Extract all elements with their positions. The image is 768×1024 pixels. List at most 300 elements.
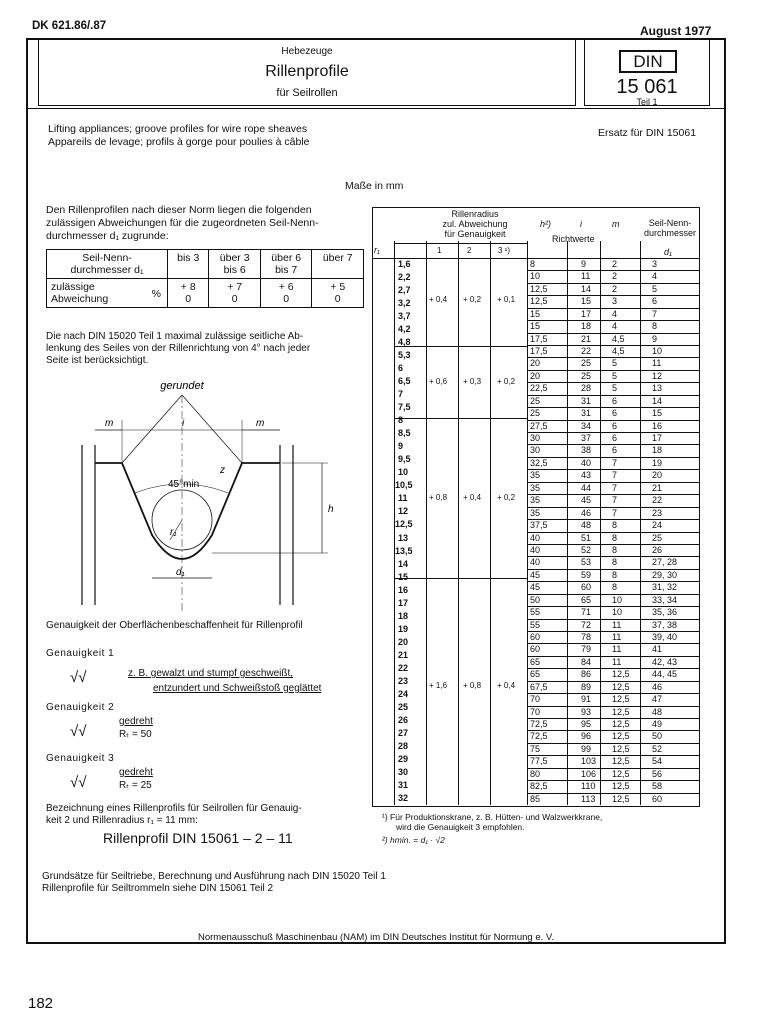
h-cell: 65 <box>530 656 541 667</box>
i-cell: 21 <box>581 333 592 344</box>
i-cell: 22 <box>581 346 592 357</box>
d1-cell: 50 <box>652 731 663 742</box>
h-cell: 70 <box>530 694 541 705</box>
surface-heading: Genauigkeit der Oberflächenbeschaffenheit für Rillenprofil <box>46 620 303 631</box>
deviation-value: + 5 0 <box>312 279 364 308</box>
h-cell: 70 <box>530 706 541 717</box>
i-cell: 51 <box>581 532 592 543</box>
header-accuracy-1: 1 <box>437 246 442 255</box>
header-r1: r₁ <box>374 245 380 255</box>
r1-cell: 31 <box>398 779 409 790</box>
m-cell: 12,5 <box>612 681 630 692</box>
dk-classification: DK 621.86/.87 <box>32 20 107 32</box>
footnote-2: ²) hmin. = d₁ · √2 <box>382 835 445 845</box>
h-cell: 50 <box>530 594 541 605</box>
header-m: m <box>612 219 620 229</box>
d1-cell: 4 <box>652 271 658 282</box>
r1-cell: 6,5 <box>398 376 411 387</box>
accuracy-1-text-2: entzundert und Schweißstoß geglättet <box>153 683 322 694</box>
r1-cell: 24 <box>398 688 409 699</box>
accuracy-group-line <box>394 418 527 419</box>
i-cell: 31 <box>581 408 592 419</box>
r1-cell: 7,5 <box>398 402 411 413</box>
r1-cell: 3,7 <box>398 311 411 322</box>
deviation-value: + 6 0 <box>260 279 312 308</box>
m-cell: 2 <box>612 271 618 282</box>
m-cell: 12,5 <box>612 768 630 779</box>
i-cell: 72 <box>581 619 592 630</box>
table-header-line <box>394 243 527 244</box>
din-number: 15 061 <box>616 76 678 98</box>
d1-cell: 23 <box>652 507 663 518</box>
m-cell: 11 <box>612 656 622 667</box>
i-cell: 60 <box>581 582 592 593</box>
m-cell: 4 <box>612 321 618 332</box>
h-cell: 40 <box>530 557 541 568</box>
d1-cell: 6 <box>652 296 658 307</box>
r1-cell: 17 <box>398 597 409 608</box>
m-cell: 12,5 <box>612 669 630 680</box>
r1-cell: 25 <box>398 701 409 712</box>
col-header: über 7 <box>312 250 364 279</box>
h-cell: 37,5 <box>530 520 548 531</box>
d1-cell: 54 <box>652 756 663 767</box>
m-cell: 7 <box>612 495 618 506</box>
r1-cell: 8 <box>398 415 404 426</box>
i-cell: 9 <box>581 259 587 269</box>
h-cell: 82,5 <box>530 781 548 792</box>
r1-cell: 18 <box>398 610 409 621</box>
h-cell: 65 <box>530 669 541 680</box>
i-cell: 46 <box>581 507 592 518</box>
r1-cell: 6 <box>398 363 404 374</box>
i-cell: 59 <box>581 569 592 580</box>
m-cell: 11 <box>612 644 622 655</box>
r1-cell: 4,8 <box>398 337 411 348</box>
i-cell: 45 <box>581 495 592 506</box>
m-cell: 10 <box>612 607 623 618</box>
accuracy-value: + 0,8 <box>463 681 482 690</box>
i-cell: 52 <box>581 544 592 555</box>
d1-cell: 29, 30 <box>652 569 678 580</box>
h-cell: 55 <box>530 619 541 630</box>
i-cell: 84 <box>581 656 592 667</box>
r1-cell: 7 <box>398 389 404 400</box>
m-cell: 2 <box>612 283 618 294</box>
table-column-line <box>490 241 491 805</box>
header-accuracy-2: 2 <box>467 246 472 255</box>
r1-cell: 28 <box>398 740 409 751</box>
deviation-value: + 8 0 <box>168 279 209 308</box>
m-cell: 8 <box>612 544 618 555</box>
header-guide-values: Richtwerte <box>552 234 595 244</box>
d1-cell: 26 <box>652 544 663 555</box>
accuracy-value: + 0,4 <box>463 493 482 502</box>
accuracy-value: + 0,4 <box>429 295 448 304</box>
m-cell: 2 <box>612 259 618 269</box>
d1-cell: 12 <box>652 370 663 381</box>
d1-cell: 60 <box>652 793 663 804</box>
accuracy-1-label: Genauigkeit 1 <box>46 648 115 659</box>
m-cell: 8 <box>612 569 618 580</box>
deviation-note-2: lenkung des Seiles von der Rillenrichtung von 4° nach jeder <box>46 343 311 354</box>
row-label-deviation: zulässige Abweichung % <box>47 279 168 308</box>
table-column-line <box>640 241 641 805</box>
d1-cell: 20 <box>652 470 663 481</box>
i-cell: 44 <box>581 482 592 493</box>
m-cell: 8 <box>612 557 618 568</box>
r1-cell: 26 <box>398 714 409 725</box>
i-cell: 53 <box>581 557 592 568</box>
deviation-note-3: Seite ist berücksichtigt. <box>46 355 149 366</box>
designation-line-1: Bezeichnung eines Rillenprofils für Seilrollen für Genauig- <box>46 803 302 814</box>
header-h: h²) <box>540 219 551 229</box>
h-cell: 25 <box>530 395 541 406</box>
d1-cell: 27, 28 <box>652 557 678 568</box>
i-cell: 113 <box>581 793 596 804</box>
d1-cell: 9 <box>652 333 658 344</box>
h-cell: 32,5 <box>530 457 548 468</box>
r1-cell: 23 <box>398 675 409 686</box>
units-note: Maße in mm <box>345 180 404 192</box>
h-cell: 20 <box>530 370 541 381</box>
d1-cell: 48 <box>652 706 663 717</box>
i-cell: 106 <box>581 768 597 779</box>
r1-cell: 13,5 <box>395 545 413 556</box>
m-cell: 8 <box>612 532 618 543</box>
d1-cell: 8 <box>652 321 658 332</box>
r1-cell: 8,5 <box>398 428 411 439</box>
m-cell: 12,5 <box>612 731 630 742</box>
m-cell: 12,5 <box>612 793 630 804</box>
h-label: h <box>328 504 334 515</box>
r1-cell: 9,5 <box>398 454 411 465</box>
intro-line-2: zulässigen Abweichungen für die zugeordneten Seil-Nenn- <box>46 217 319 229</box>
m-cell: 6 <box>612 408 618 419</box>
i-cell: 103 <box>581 756 597 767</box>
i-cell: 31 <box>581 395 592 406</box>
surface-symbol-2: √√ <box>70 723 87 740</box>
percent-unit: % <box>151 288 161 300</box>
r1-cell: 4,2 <box>398 324 411 335</box>
m-cell: 4,5 <box>612 333 625 344</box>
h-cell: 77,5 <box>530 756 548 767</box>
i-cell: 48 <box>581 520 592 531</box>
accuracy-3-text-2: Rₜ = 25 <box>119 780 152 791</box>
h-cell: 67,5 <box>530 681 548 692</box>
accuracy-2-text-2: Rₜ = 50 <box>119 729 152 740</box>
h-cell: 35 <box>530 495 541 506</box>
m-cell: 11 <box>612 631 622 642</box>
d1-cell: 31, 32 <box>652 582 678 593</box>
h-cell: 27,5 <box>530 420 548 431</box>
i-cell: 110 <box>581 781 596 792</box>
h-cell: 20 <box>530 358 541 369</box>
rounded-label: gerundet <box>160 380 204 392</box>
h-cell: 40 <box>530 532 541 543</box>
m-cell: 5 <box>612 383 618 394</box>
i-cell: 25 <box>581 358 592 369</box>
h-cell: 30 <box>530 445 541 456</box>
d1-cell: 49 <box>652 718 663 729</box>
r1-cell: 29 <box>398 753 409 764</box>
r1-cell: 3,2 <box>398 298 411 309</box>
i-cell: 25 <box>581 370 592 381</box>
committee-note: Normenausschuß Maschinenbau (NAM) im DIN Deutsches Institut für Normung e. V. <box>197 932 555 943</box>
m-cell: 8 <box>612 582 618 593</box>
accuracy-group-line <box>394 346 527 347</box>
document-title: Rillenprofile <box>265 63 349 80</box>
r1-cell: 22 <box>398 662 409 673</box>
accuracy-value: + 0,6 <box>429 377 448 386</box>
header-divider <box>28 108 724 109</box>
d1-cell: 56 <box>652 768 663 779</box>
r1-cell: 9 <box>398 441 404 452</box>
i-cell: 38 <box>581 445 592 456</box>
h-cell: 75 <box>530 743 541 754</box>
m-cell: 12,5 <box>612 718 630 729</box>
r1-cell: 19 <box>398 623 409 634</box>
i-cell: 96 <box>581 731 592 742</box>
accuracy-value: + 0,8 <box>429 493 448 502</box>
h-cell: 17,5 <box>530 333 548 344</box>
footer-line-1: Grundsätze für Seiltriebe, Berechnung und Ausführung nach DIN 15020 Teil 1 <box>42 871 386 882</box>
accuracy-value: + 1,6 <box>429 681 448 690</box>
r-label: r₁ <box>170 527 177 538</box>
r1-cell: 10 <box>398 467 409 478</box>
d1-cell: 47 <box>652 694 663 705</box>
col-header: bis 3 <box>168 250 209 279</box>
z-label: z <box>220 465 225 476</box>
m-left-label: m <box>105 418 114 429</box>
m-cell: 6 <box>612 420 618 431</box>
h-cell: 60 <box>530 644 541 655</box>
r1-cell: 12 <box>398 506 409 517</box>
i-cell: 79 <box>581 644 592 655</box>
m-cell: 4,5 <box>612 346 625 357</box>
accuracy-value: + 0,2 <box>463 295 482 304</box>
d1-cell: 16 <box>652 420 663 431</box>
m-cell: 6 <box>612 433 618 444</box>
footnote-1b: wird die Genauigkeit 3 empfohlen. <box>396 822 525 832</box>
accuracy-value: + 0,3 <box>463 377 482 386</box>
h-cell: 60 <box>530 631 541 642</box>
i-cell: 93 <box>581 706 592 717</box>
page-number: 182 <box>28 995 54 1012</box>
surface-symbol-3: √√ <box>70 774 87 791</box>
deviation-value: + 7 0 <box>209 279 261 308</box>
d1-cell: 39, 40 <box>652 631 678 642</box>
replaces-note: Ersatz für DIN 15061 <box>598 127 697 139</box>
i-cell: 40 <box>581 457 592 468</box>
r1-cell: 10,5 <box>395 480 413 491</box>
header-groove-radius: Rillenradius zul. Abweichung für Genauigkeit <box>442 209 508 239</box>
accuracy-value: + 0,4 <box>497 681 516 690</box>
intro-line-3: durchmesser d₁ zugrunde: <box>46 230 169 242</box>
i-cell: 89 <box>581 681 592 692</box>
m-cell: 5 <box>612 358 618 369</box>
category-label: Hebezeuge <box>281 46 333 57</box>
row-label-diameter: Seil-Nenn- durchmesser d₁ <box>47 250 168 279</box>
m-cell: 8 <box>612 520 618 531</box>
h-cell: 72,5 <box>530 718 548 729</box>
accuracy-1-text-1: z. B. gewalzt und stumpf geschweißt, <box>128 668 294 679</box>
i-cell: 43 <box>581 470 592 481</box>
m-cell: 10 <box>612 594 623 605</box>
table-column-line <box>458 241 459 805</box>
m-cell: 6 <box>612 395 618 406</box>
d1-cell: 44, 45 <box>652 669 678 680</box>
i-cell: 95 <box>581 718 592 729</box>
i-cell: 71 <box>581 607 592 618</box>
r1-cell: 11 <box>398 493 408 504</box>
m-cell: 7 <box>612 470 618 481</box>
i-label: i <box>182 418 185 429</box>
h-cell: 55 <box>530 607 541 618</box>
r1-cell: 12,5 <box>395 519 413 530</box>
d1-cell: 13 <box>652 383 663 394</box>
accuracy-3-text-1: gedreht <box>119 767 153 778</box>
d1-cell: 17 <box>652 433 663 444</box>
d1-cell: 33, 34 <box>652 594 678 605</box>
accuracy-2-label: Genauigkeit 2 <box>46 702 115 713</box>
accuracy-value: + 0,2 <box>497 493 516 502</box>
i-cell: 17 <box>581 308 592 319</box>
r1-cell: 16 <box>398 584 409 595</box>
r1-cell: 15 <box>398 571 409 582</box>
h-cell: 12,5 <box>530 283 548 294</box>
i-cell: 91 <box>581 694 592 705</box>
m-right-label: m <box>256 418 265 429</box>
r1-cell: 2,7 <box>398 285 411 296</box>
d1-cell: 15 <box>652 408 663 419</box>
h-cell: 12,5 <box>530 296 548 307</box>
m-cell: 7 <box>612 457 618 468</box>
accuracy-value: + 0,2 <box>497 377 516 386</box>
d1-cell: 37, 38 <box>652 619 678 630</box>
d1-cell: 21 <box>652 482 663 493</box>
m-cell: 12,5 <box>612 694 630 705</box>
r1-cell: 32 <box>398 792 409 803</box>
i-cell: 18 <box>581 321 592 332</box>
m-cell: 11 <box>612 619 622 630</box>
d1-cell: 18 <box>652 445 663 456</box>
header-rope-diameter: Seil-Nenn- durchmesser <box>643 218 697 238</box>
d1-cell: 41 <box>652 644 663 655</box>
m-cell: 7 <box>612 482 618 493</box>
r1-cell: 21 <box>398 649 409 660</box>
angle-label: 45°min <box>168 479 200 490</box>
h-cell: 15 <box>530 308 541 319</box>
m-cell: 12,5 <box>612 781 630 792</box>
accuracy-group-line <box>394 578 527 579</box>
d1-cell: 24 <box>652 520 663 531</box>
d1-cell: 22 <box>652 495 663 506</box>
table-column-line <box>426 241 427 805</box>
accuracy-3-label: Genauigkeit 3 <box>46 753 115 764</box>
i-cell: 37 <box>581 433 592 444</box>
r1-cell: 20 <box>398 636 409 647</box>
d1-cell: 5 <box>652 283 658 294</box>
h-cell: 35 <box>530 470 541 481</box>
r1-cell: 30 <box>398 766 409 777</box>
table-column-line <box>527 241 528 805</box>
surface-symbol-1: √√ <box>70 669 87 686</box>
h-cell: 35 <box>530 482 541 493</box>
h-cell: 45 <box>530 582 541 593</box>
table-column-line <box>600 241 601 805</box>
d1-cell: 35, 36 <box>652 607 678 618</box>
r1-cell: 13 <box>398 532 409 543</box>
col-header: über 6 bis 7 <box>260 250 312 279</box>
h-cell: 22,5 <box>530 383 548 394</box>
d1-cell: 14 <box>652 395 663 406</box>
d1-cell: 7 <box>652 308 658 319</box>
header-accuracy-3: 3 ¹) <box>498 246 510 255</box>
d1-cell: 19 <box>652 457 663 468</box>
header-d1: d₁ <box>664 247 672 257</box>
intro-line-1: Den Rillenprofilen nach dieser Norm liegen die folgenden <box>46 204 312 216</box>
deviation-note-1: Die nach DIN 15020 Teil 1 maximal zulässige seitliche Ab- <box>46 331 304 342</box>
footer-line-2: Rillenprofile für Seiltrommeln siehe DIN 15061 Teil 2 <box>42 883 274 894</box>
h-cell: 25 <box>530 408 541 419</box>
accuracy-2-text-1: gedreht <box>119 716 153 727</box>
i-cell: 34 <box>581 420 592 431</box>
r1-cell: 27 <box>398 727 409 738</box>
accuracy-value: + 0,1 <box>497 295 516 304</box>
i-cell: 28 <box>581 383 592 394</box>
designation-example: Rillenprofil DIN 15061 – 2 – 11 <box>103 830 293 846</box>
document-subtitle: für Seilrollen <box>276 87 338 99</box>
m-cell: 12,5 <box>612 743 630 754</box>
d-label: d₁ <box>176 567 185 578</box>
d1-cell: 3 <box>652 259 658 269</box>
h-cell: 35 <box>530 507 541 518</box>
din-part: Teil 1 <box>636 97 658 107</box>
r1-cell: 5,3 <box>398 350 411 361</box>
i-cell: 65 <box>581 594 592 605</box>
h-cell: 15 <box>530 321 541 332</box>
r1-cell: 14 <box>398 558 409 569</box>
h-cell: 85 <box>530 793 541 804</box>
d1-cell: 25 <box>652 532 663 543</box>
d1-cell: 46 <box>652 681 663 692</box>
issue-date: August 1977 <box>640 24 712 38</box>
h-cell: 72,5 <box>530 731 548 742</box>
d1-cell: 11 <box>652 358 662 369</box>
d1-cell: 42, 43 <box>652 656 678 667</box>
din-logo: DIN <box>619 50 677 73</box>
m-cell: 6 <box>612 445 618 456</box>
m-cell: 4 <box>612 308 618 319</box>
title-french: Appareils de levage; profils à gorge pour poulies à câble <box>48 136 310 148</box>
h-cell: 80 <box>530 768 541 779</box>
i-cell: 86 <box>581 669 592 680</box>
i-cell: 15 <box>581 296 592 307</box>
r1-cell: 1,6 <box>398 259 411 269</box>
m-cell: 5 <box>612 370 618 381</box>
d1-cell: 52 <box>652 743 663 754</box>
i-cell: 14 <box>581 283 592 294</box>
d1-cell: 58 <box>652 781 663 792</box>
m-cell: 12,5 <box>612 706 630 717</box>
r1-cell: 2,2 <box>398 272 411 283</box>
m-cell: 7 <box>612 507 618 518</box>
h-cell: 40 <box>530 544 541 555</box>
title-english: Lifting appliances; groove profiles for wire rope sheaves <box>48 123 308 135</box>
i-cell: 99 <box>581 743 592 754</box>
footnote-1a: ¹) Für Produktionskrane, z. B. Hütten- und Walzwerkkrane, <box>382 812 603 822</box>
